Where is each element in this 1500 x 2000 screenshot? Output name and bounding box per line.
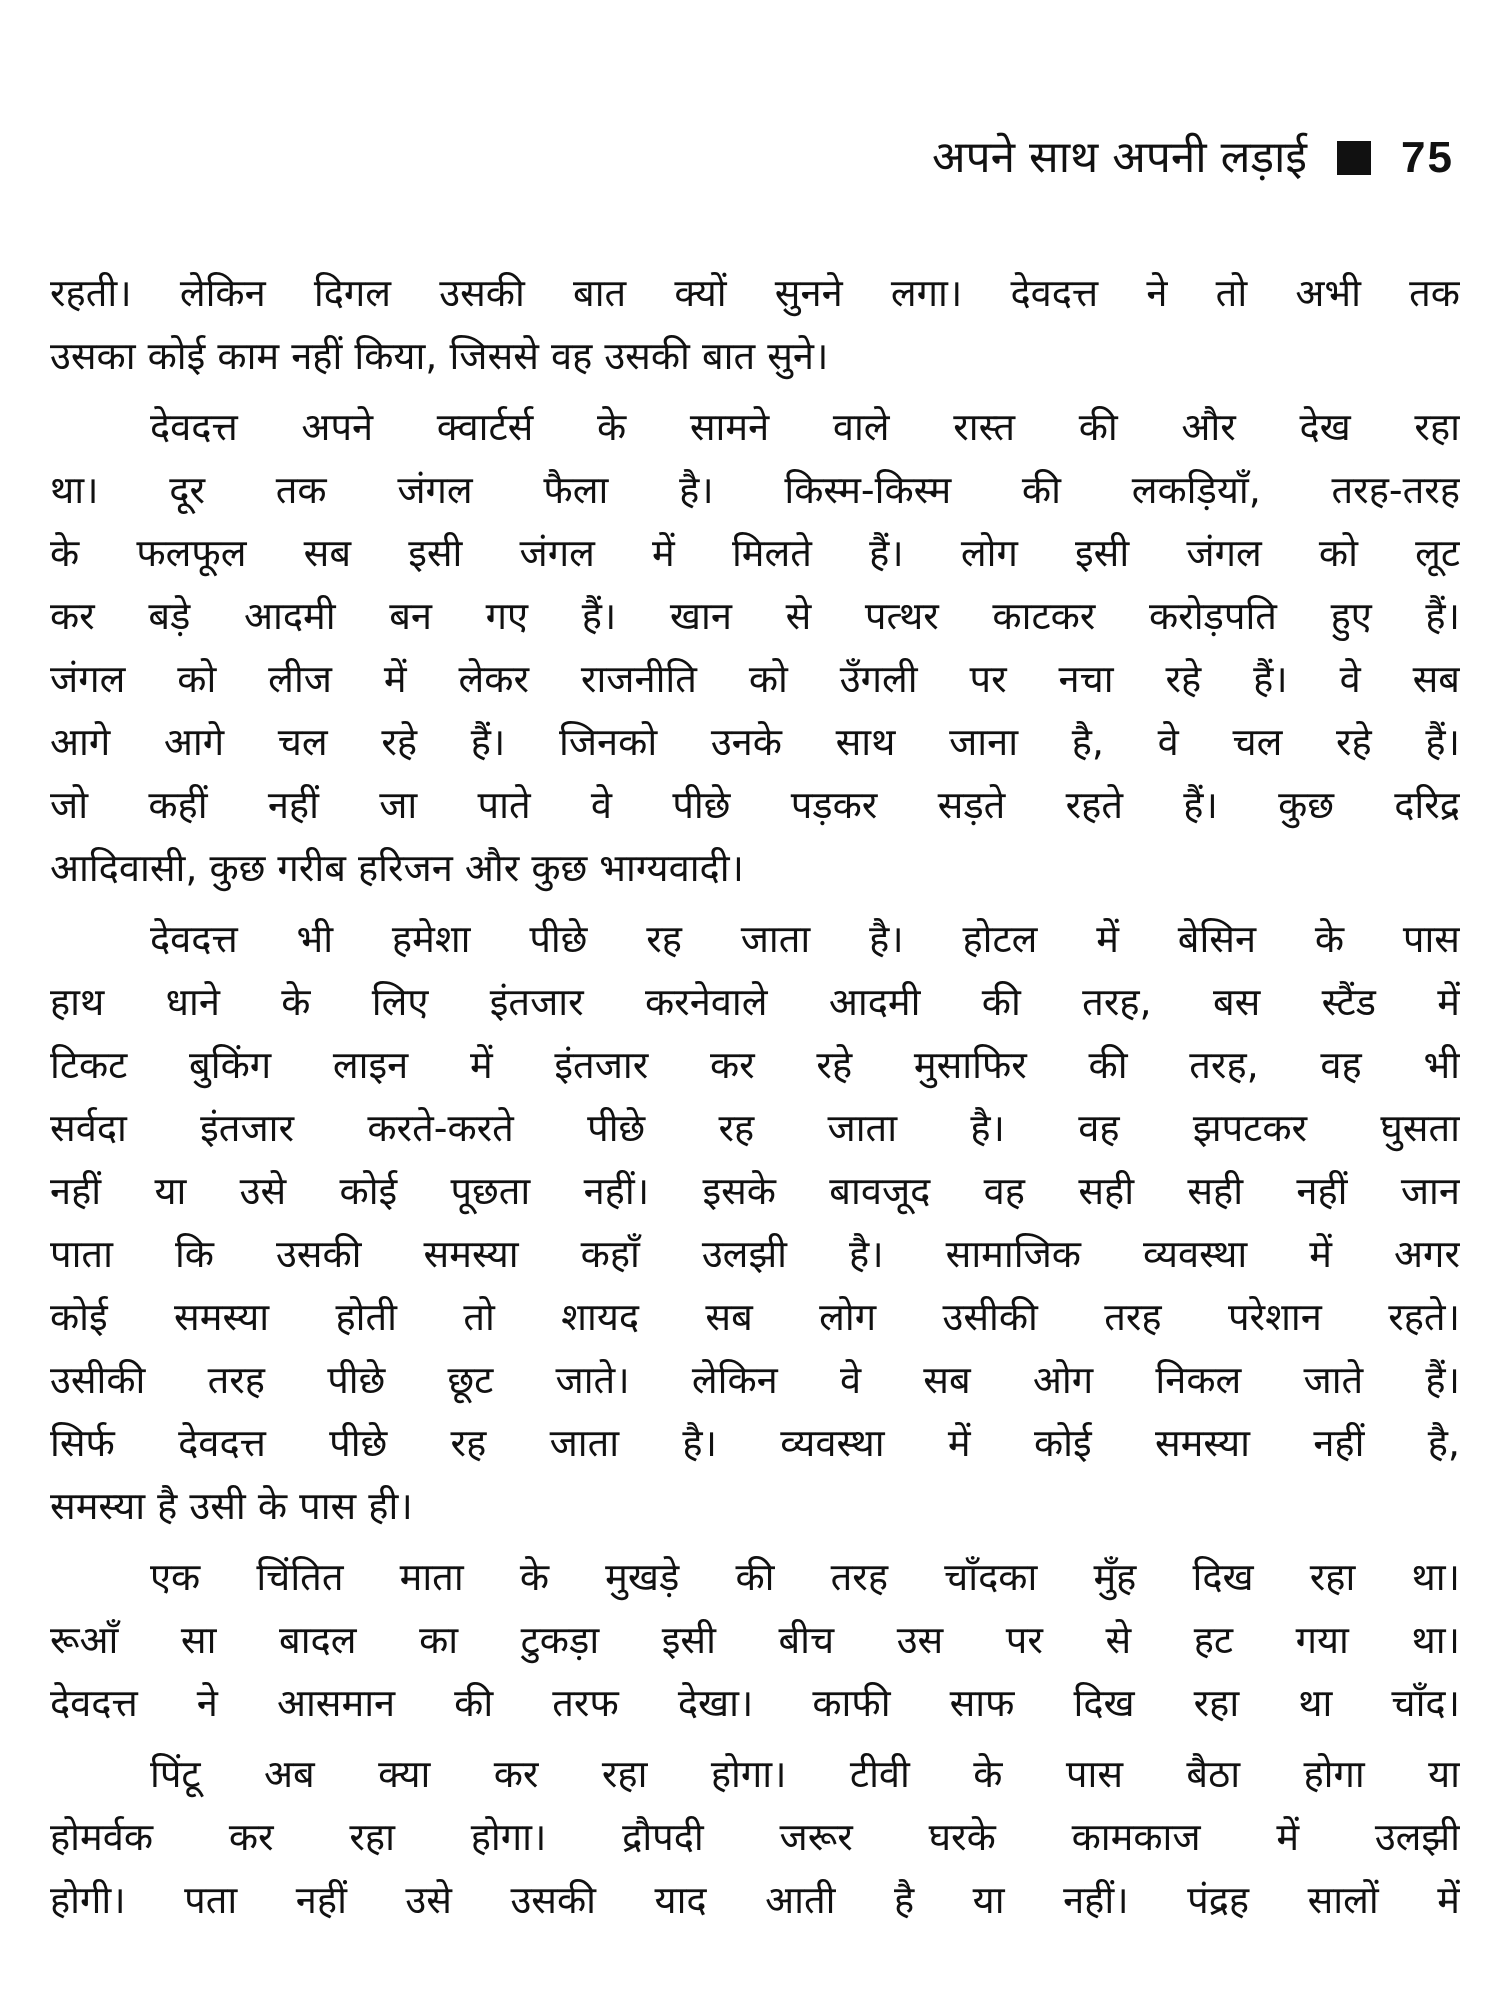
text-line: सिर्फ देवदत्त पीछे रह जाता है। व्यवस्था में कोई समस्या नहीं है, [50, 1421, 1460, 1465]
text-line: होमर्वक कर रहा होगा। द्रौपदी जरूर घरके कामकाज में उलझी [50, 1815, 1460, 1859]
paragraph [50, 1743, 1460, 1932]
text-line: उसीकी तरह पीछे छूट जाते। लेकिन वे सब ओग निकल जाते हैं। [50, 1358, 1460, 1402]
text-line: के फलफूल सब इसी जंगल में मिलते हैं। लोग इसी जंगल को लूट [50, 531, 1460, 575]
text-line: रूआँ सा बादल का टुकड़ा इसी बीच उस पर से हट गया था। [50, 1618, 1460, 1662]
chapter-title: अपने साथ अपनी लड़ाई [932, 132, 1308, 183]
text-line: होगी। पता नहीं उसे उसकी याद आती है या नहीं। पंद्रह सालों में [50, 1878, 1460, 1922]
body-text [50, 262, 1460, 1932]
paragraph [50, 396, 1460, 900]
text-line: रहती। लेकिन दिगल उसकी बात क्यों सुनने लगा। देवदत्त ने तो अभी तक [50, 271, 1460, 315]
text-line: देवदत्त भी हमेशा पीछे रह जाता है। होटल में बेसिन के पास [150, 917, 1460, 961]
text-line: आगे आगे चल रहे हैं। जिनको उनके साथ जाना है, वे चल रहे हैं। [50, 720, 1460, 764]
text-line: उसका कोई काम नहीं किया, जिससे वह उसकी बात सुने। [50, 334, 829, 378]
paragraph [50, 908, 1460, 1538]
text-line: देवदत्त अपने क्वार्टर्स के सामने वाले रास्त की और देख रहा [150, 405, 1460, 449]
page-number: 75 [1401, 133, 1454, 182]
text-line: टिकट बुकिंग लाइन में इंतजार कर रहे मुसाफिर की तरह, वह भी [50, 1043, 1460, 1087]
text-line: जंगल को लीज में लेकर राजनीति को उँगली पर नचा रहे हैं। वे सब [50, 657, 1460, 701]
text-line: जो कहीं नहीं जा पाते वे पीछे पड़कर सड़ते रहते हैं। कुछ दरिद्र [50, 783, 1460, 827]
text-line: कोई समस्या होती तो शायद सब लोग उसीकी तरह परेशान रहते। [50, 1295, 1460, 1339]
paragraph [50, 262, 1460, 388]
text-line: देवदत्त ने आसमान की तरफ देखा। काफी साफ दिख रहा था चाँद। [50, 1681, 1460, 1725]
text-line: कर बड़े आदमी बन गए हैं। खान से पत्थर काटकर करोड़पति हुए हैं। [50, 594, 1460, 638]
text-line: हाथ धाने के लिए इंतजार करनेवाले आदमी की तरह, बस स्टैंड में [50, 980, 1460, 1024]
text-line: एक चिंतित माता के मुखड़े की तरह चाँदका मुँह दिख रहा था। [150, 1555, 1460, 1599]
text-line: पिंटू अब क्या कर रहा होगा। टीवी के पास बैठा होगा या [150, 1752, 1460, 1796]
text-line: था। दूर तक जंगल फैला है। किस्म-किस्म की लकड़ियाँ, तरह-तरह [50, 468, 1460, 512]
text-line: नहीं या उसे कोई पूछता नहीं। इसके बावजूद वह सही सही नहीं जान [50, 1169, 1460, 1213]
paragraph [50, 1546, 1460, 1735]
text-line: सर्वदा इंतजार करते-करते पीछे रह जाता है। वह झपटकर घुसता [50, 1106, 1460, 1150]
text-line: आदिवासी, कुछ गरीब हरिजन और कुछ भाग्यवादी। [50, 846, 744, 890]
square-bullet-icon [1337, 141, 1371, 175]
text-line: पाता कि उसकी समस्या कहाँ उलझी है। सामाजिक व्यवस्था में अगर [50, 1232, 1460, 1276]
running-header [932, 128, 1454, 188]
text-line: समस्या है उसी के पास ही। [50, 1484, 413, 1528]
